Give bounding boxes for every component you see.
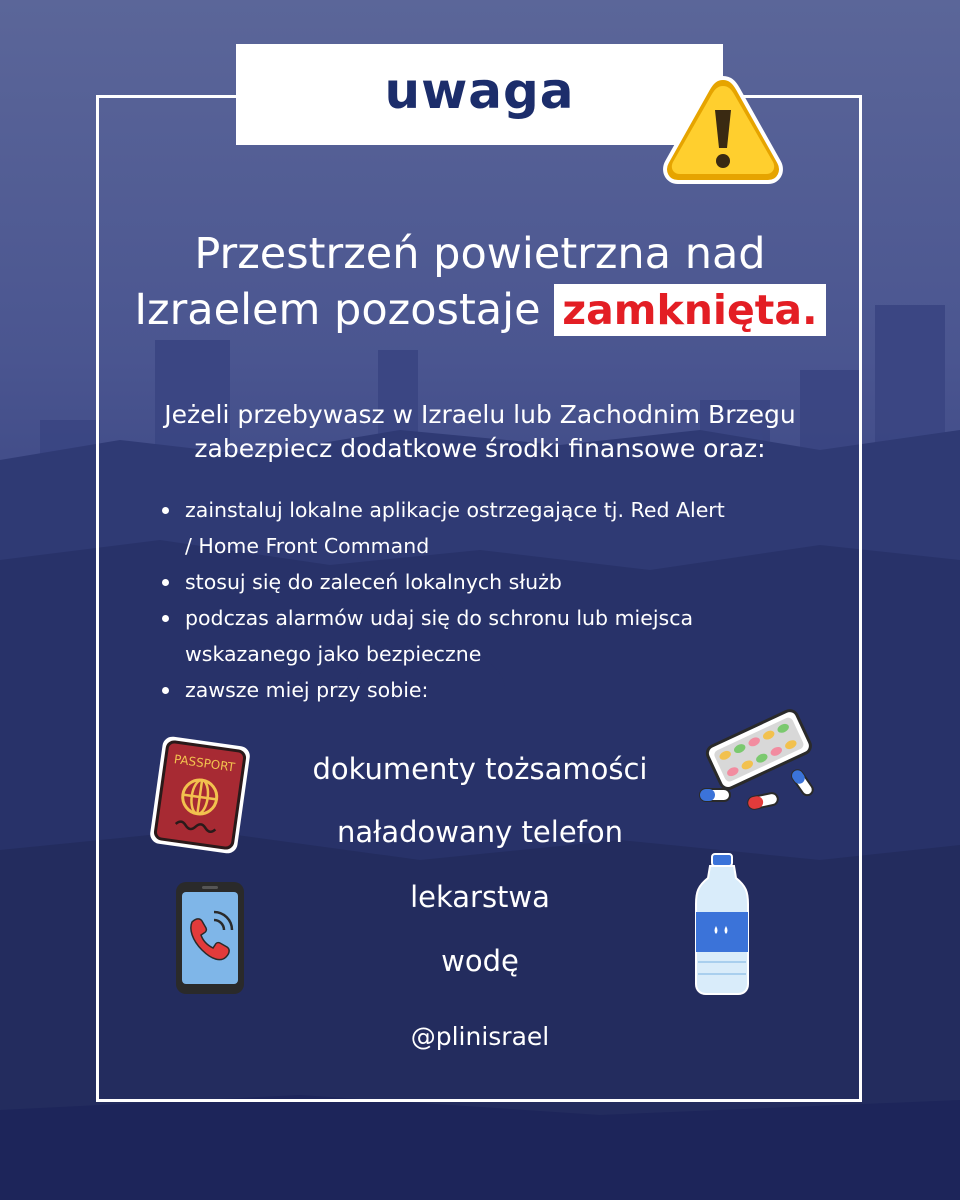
- list-item-line2: / Home Front Command: [185, 534, 430, 558]
- intro-line2: zabezpiecz dodatkowe środki finansowe oraz:: [194, 434, 766, 463]
- list-item-line2: wskazanego jako bezpieczne: [185, 642, 482, 666]
- advice-list: [158, 492, 828, 708]
- phone-call-icon: [174, 880, 246, 996]
- title-banner: [236, 44, 723, 145]
- headline: [100, 226, 860, 338]
- essential-item-documents: dokumenty tożsamości: [312, 752, 648, 786]
- headline-line1: Przestrzeń powietrzna nad: [194, 229, 766, 279]
- list-item-line1: zawsze miej przy sobie:: [185, 678, 429, 702]
- list-item: [158, 600, 828, 672]
- pills-icon: [696, 705, 818, 810]
- social-handle: @plinisrael: [410, 1022, 550, 1051]
- highlight-closed: zamknięta.: [554, 284, 825, 336]
- headline-line2: [100, 282, 860, 338]
- warning-triangle-icon: [660, 72, 786, 190]
- headline-line2-prefix: Izraelem pozostaje: [134, 285, 555, 335]
- water-bottle-icon: [692, 852, 752, 996]
- passport-label: PASSPORT: [173, 752, 236, 775]
- essential-item-medicine: lekarstwa: [410, 880, 550, 914]
- list-item: [158, 492, 828, 564]
- intro-text: [100, 398, 860, 466]
- essential-item-phone: naładowany telefon: [336, 815, 623, 849]
- passport-icon: [142, 735, 258, 855]
- list-item: [158, 564, 828, 600]
- list-item-line1: zainstaluj lokalne aplikacje ostrzegające tj. Red Alert: [185, 498, 725, 522]
- essential-item-water: wodę: [441, 944, 519, 978]
- list-item-line1: podczas alarmów udaj się do schronu lub miejsca: [185, 606, 694, 630]
- list-item-line1: stosuj się do zaleceń lokalnych służb: [185, 570, 562, 594]
- list-item: [158, 672, 828, 708]
- page-title: uwaga: [384, 61, 575, 120]
- intro-line1: Jeżeli przebywasz w Izraelu lub Zachodnim Brzegu: [164, 400, 796, 429]
